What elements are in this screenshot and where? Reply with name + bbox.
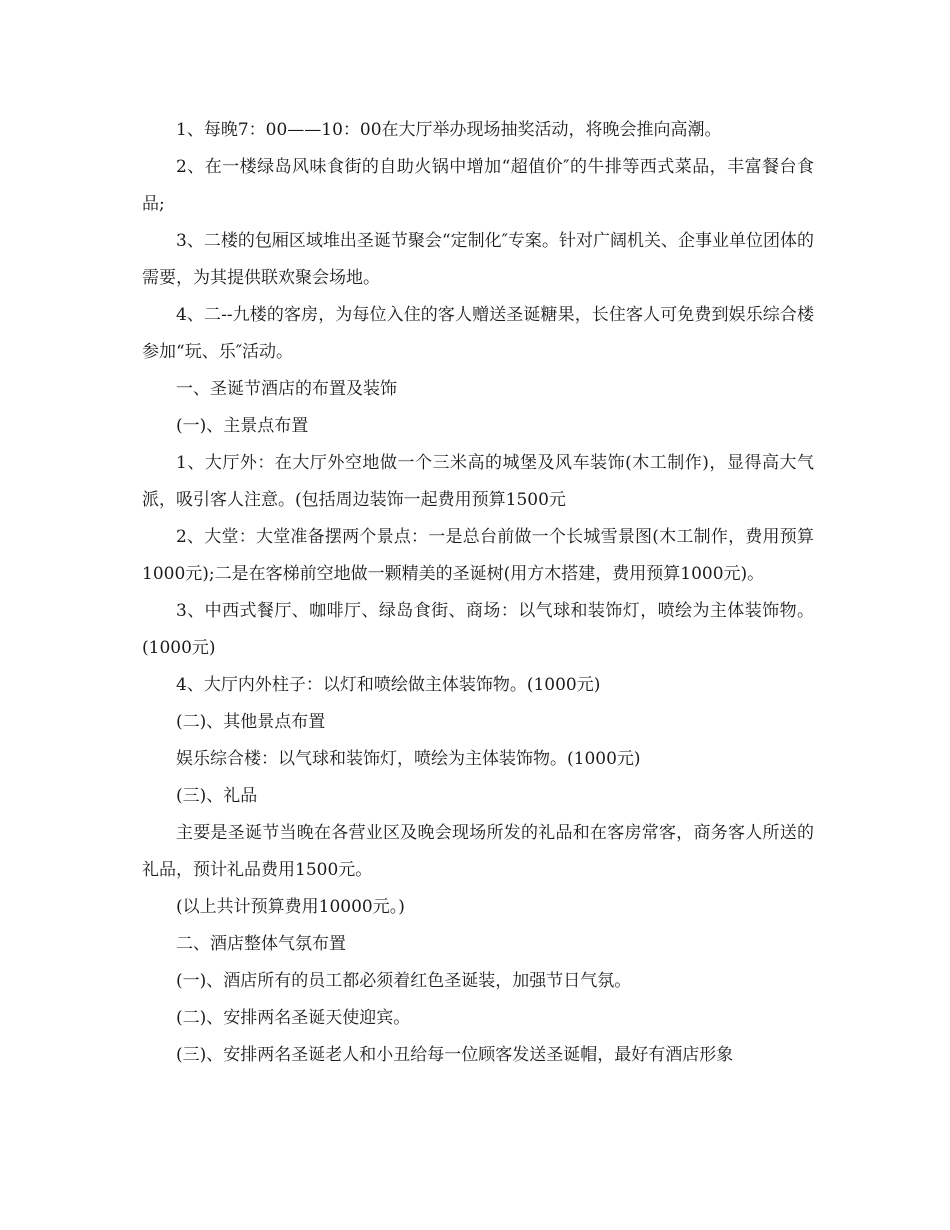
subsection-heading-gifts: (三)、礼品	[176, 786, 258, 806]
paragraph-angels: (二)、安排两名圣诞天使迎宾。	[176, 1008, 411, 1028]
paragraph-private-rooms: 3、二楼的包厢区域堆出圣诞节聚会“定制化″专案。针对广阔机关、企事业单位团体的需要，为其提供联欢聚会场地。	[142, 231, 814, 288]
paragraph-santa-hats: (三)、安排两名圣诞老人和小丑给每一位顾客发送圣诞帽，最好有酒店形象	[176, 1045, 734, 1065]
subsection-heading-main-scenes: (一)、主景点布置	[176, 416, 309, 436]
section-heading-atmosphere: 二、酒店整体气氛布置	[176, 934, 346, 954]
paragraph-guest-rooms: 4、二--九楼的客房，为每位入住的客人赠送圣诞糖果，长住客人可免费到娱乐综合楼参加“玩、乐″活动。	[142, 305, 814, 362]
section-heading-decoration: 一、圣诞节酒店的布置及装饰	[176, 379, 397, 399]
paragraph-entertainment-building: 娱乐综合楼：以气球和装饰灯，喷绘为主体装饰物。(1000元)	[176, 749, 641, 769]
subsection-heading-other-scenes: (二)、其他景点布置	[176, 712, 326, 732]
paragraph-budget-total: (以上共计预算费用10000元。)	[176, 897, 405, 917]
paragraph-lobby: 2、大堂：大堂准备摆两个景点：一是总台前做一个长城雪景图(木工制作，费用预算1000元);二是在客梯前空地做一颗精美的圣诞树(用方木搭建，费用预算1000元)。	[142, 527, 814, 584]
paragraph-restaurants: 3、中西式餐厅、咖啡厅、绿岛食街、商场：以气球和装饰灯，喷绘为主体装饰物。(1000元)	[142, 601, 814, 658]
paragraph-pillars: 4、大厅内外柱子：以灯和喷绘做主体装饰物。(1000元)	[176, 675, 601, 695]
paragraph-hotpot: 2、在一楼绿岛风味食街的自助火锅中增加“超值价″的牛排等西式菜品，丰富餐台食品;	[142, 157, 814, 214]
paragraph-staff-costume: (一)、酒店所有的员工都必须着红色圣诞装，加强节日气氛。	[176, 971, 632, 991]
paragraph-gifts: 主要是圣诞节当晚在各营业区及晚会现场所发的礼品和在客房常客，商务客人所送的礼品，预计礼品费用1500元。	[142, 823, 814, 880]
document-body	[142, 112, 814, 1074]
paragraph-hall-exterior: 1、大厅外：在大厅外空地做一个三米高的城堡及风车装饰(木工制作)，显得高大气派，吸引客人注意。(包括周边装饰一起费用预算1500元	[142, 453, 814, 510]
paragraph-lottery: 1、每晚7：00——10：00在大厅举办现场抽奖活动，将晚会推向高潮。	[176, 120, 722, 140]
